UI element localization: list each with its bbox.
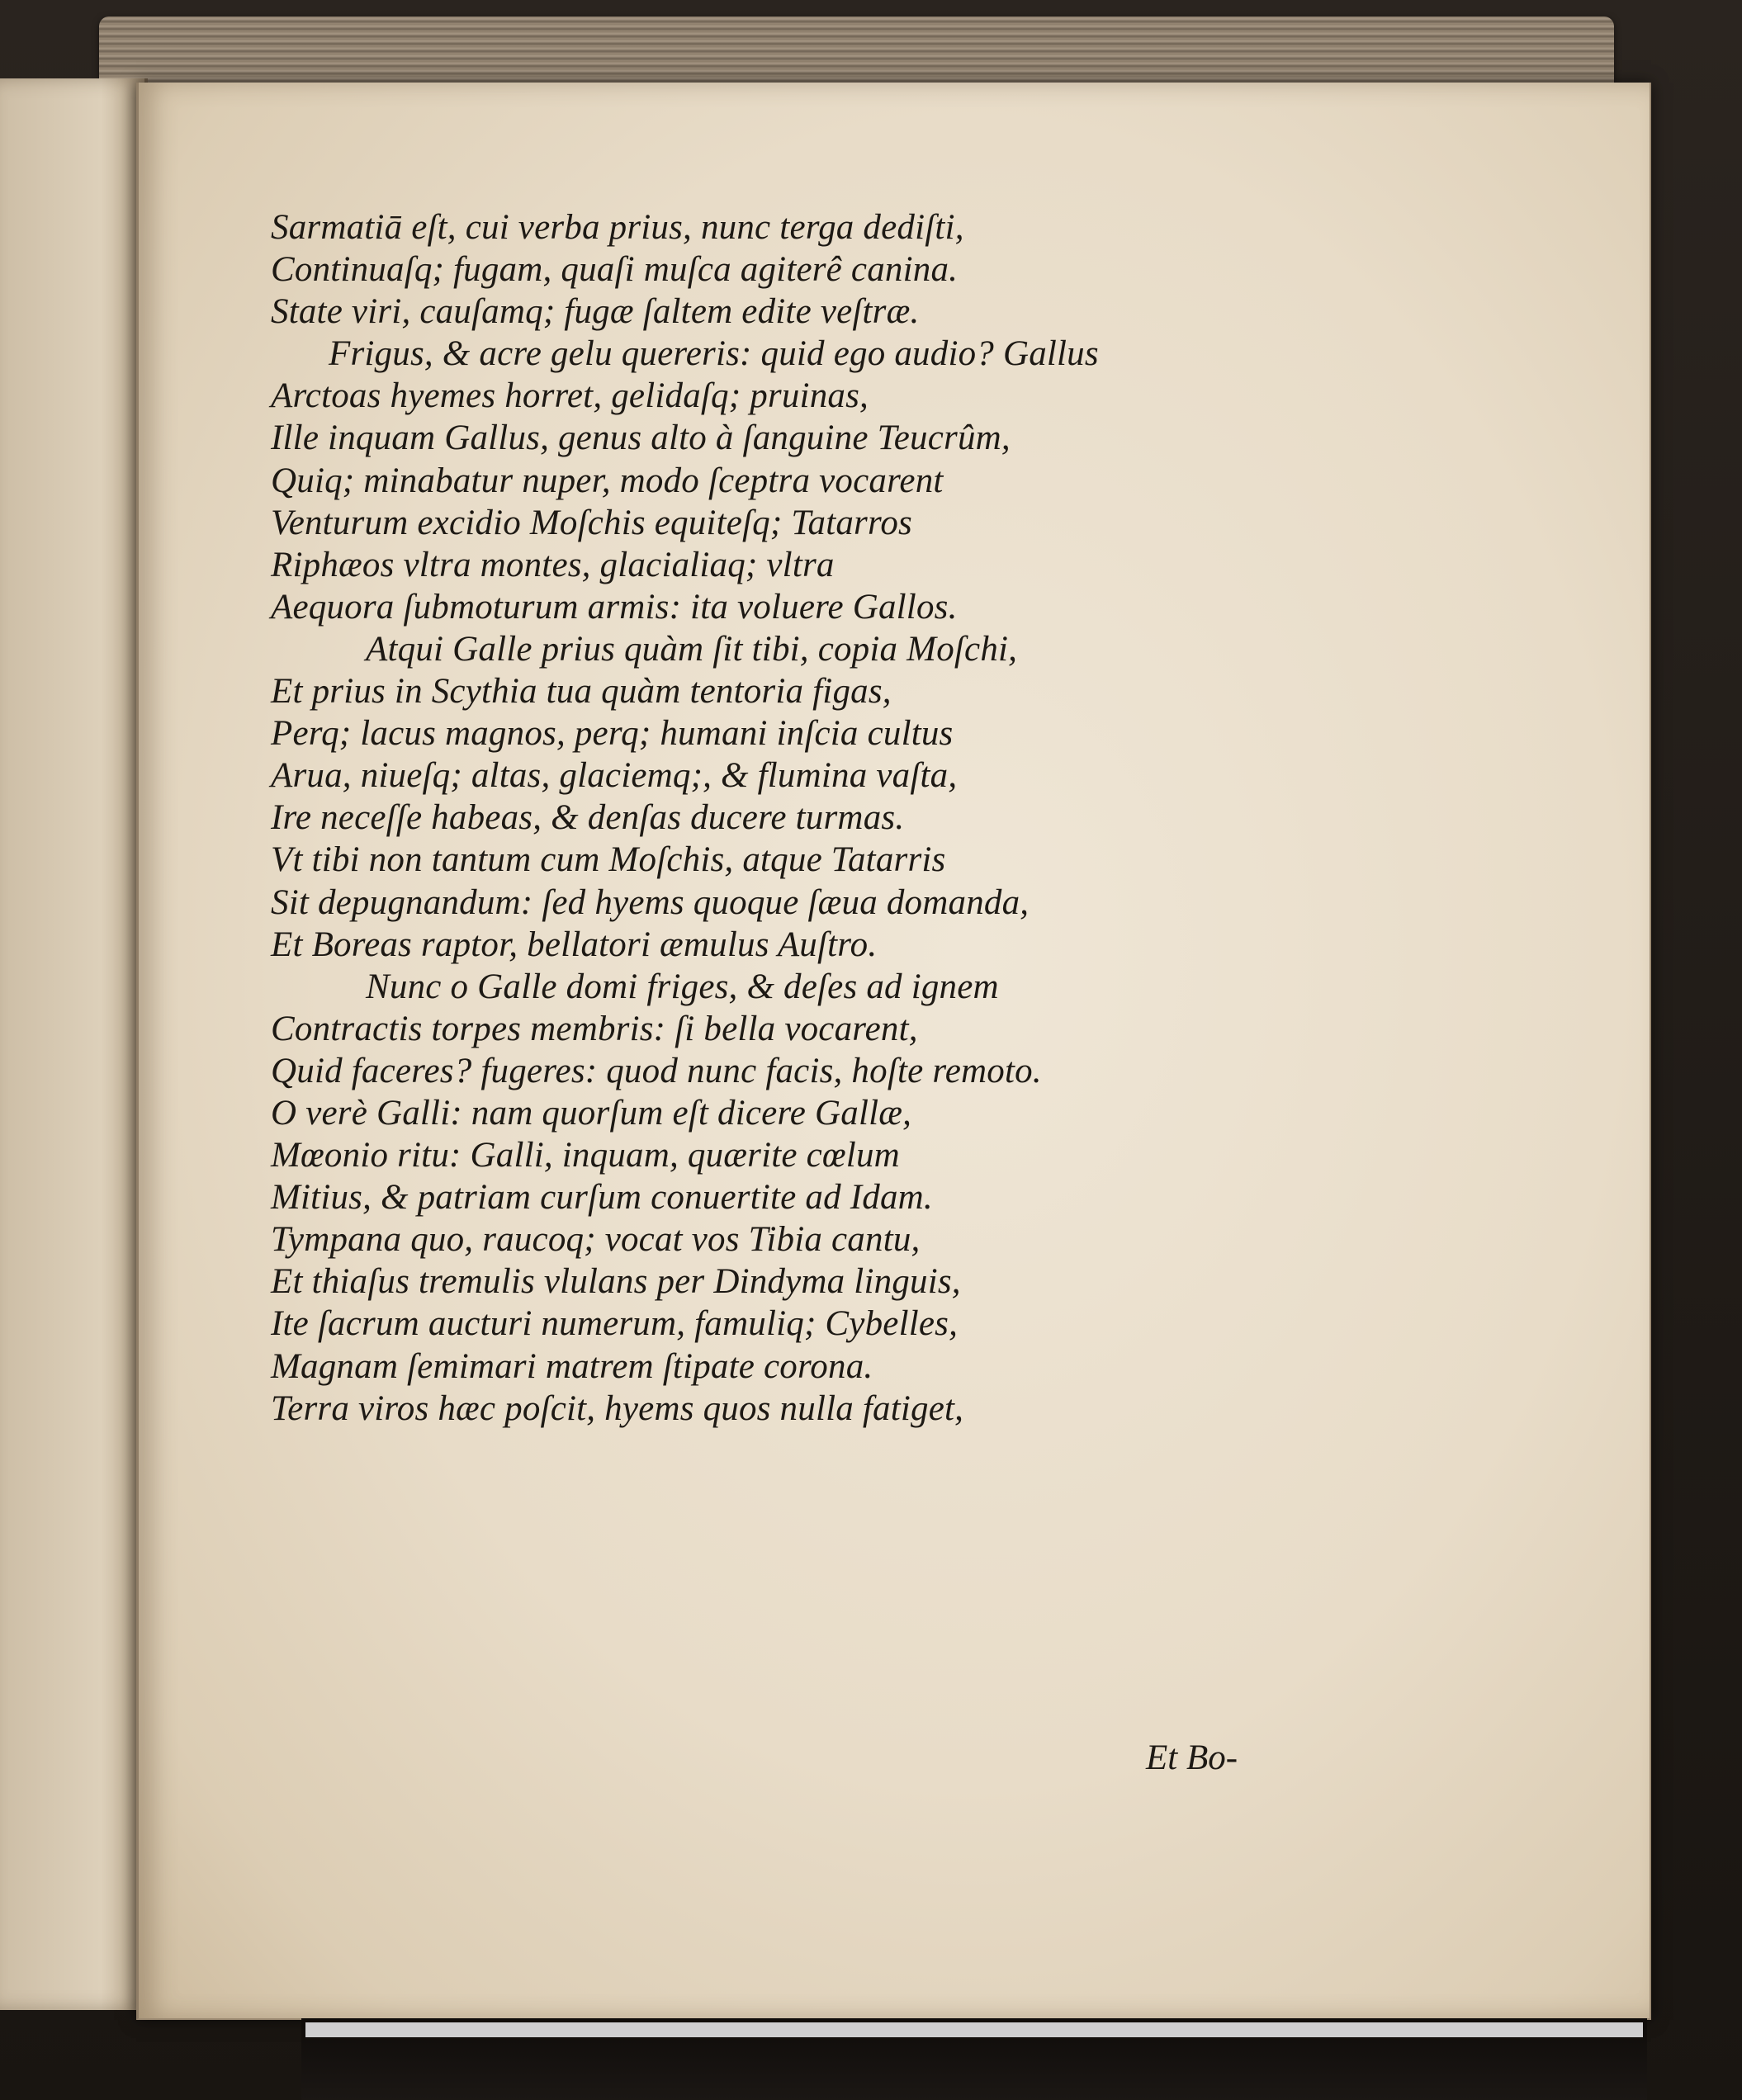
verse-line: Quiq; minabatur nuper, modo ſceptra vocarent (271, 461, 944, 500)
verse-line: Perq; lacus magnos, perq; humani inſcia cultus (271, 714, 954, 754)
verse-line: Contractis torpes membris: ſi bella vocarent, (271, 1009, 918, 1048)
verse-line: Sit depugnandum: ſed hyems quoque ſæua domanda, (271, 882, 1030, 922)
page-bottom-edge (305, 2022, 1643, 2037)
verse-text-block (271, 206, 1394, 1430)
printed-page (136, 83, 1651, 2020)
verse-line: Venturum excidio Moſchis equiteſq; Tatarros (271, 503, 912, 542)
verse-line: Continuaſq; fugam, quaſi muſca agiterê canina. (271, 250, 959, 290)
catchword: Et Bo- (1146, 1738, 1238, 1777)
verse-line: Frigus, & acre gelu quereris: quid ego audio? Gallus (329, 334, 1099, 374)
verse-line: Et prius in Scythia tua quàm tentoria figas, (271, 672, 892, 712)
verse-line: Tympana quo, raucoq; vocat vos Tibia cantu, (271, 1220, 921, 1260)
verse-line: Magnam ſemimari matrem ſtipate corona. (271, 1346, 873, 1386)
verse-line: Riphæos vltra montes, glacialiaq; vltra (271, 545, 835, 584)
verse-line: Mitius, & patriam curſum conuertite ad Idam. (271, 1178, 933, 1218)
verse-line: Vt tibi non tantum cum Moſchis, atque Tatarris (271, 840, 946, 880)
verse-line: Arctoas hyemes horret, gelidaſq; pruinas, (271, 376, 869, 416)
verse-line: State viri, cauſamq; fugæ ſaltem edite veſtræ. (271, 292, 920, 332)
book-top-edge (99, 17, 1614, 88)
verse-line: Et thiaſus tremulis vlulans per Dindyma linguis, (271, 1262, 961, 1302)
verse-line: O verè Galli: nam quorſum eſt dicere Gallæ, (271, 1093, 912, 1133)
facing-page-edge (0, 78, 148, 2010)
verse-line: Arua, niueſq; altas, glaciemq;, & flumina vaſta, (271, 756, 958, 796)
verse-line: Ite ſacrum aucturi numerum, famuliq; Cybelles, (271, 1304, 959, 1344)
verse-line: Ire neceſſe habeas, & denſas ducere turmas. (271, 798, 905, 838)
verse-line: Quid faceres? fugeres: quod nunc facis, hoſte remoto. (271, 1051, 1042, 1090)
verse-line: Terra viros hæc poſcit, hyems quos nulla fatiget, (271, 1388, 964, 1428)
verse-line: Mœonio ritu: Galli, inquam, quærite cœlum (271, 1136, 900, 1175)
verse-line: Ille inquam Gallus, genus alto à ſanguine Teucrûm, (271, 419, 1011, 458)
verse-line: Atqui Galle prius quàm ſit tibi, copia Moſchi, (366, 629, 1018, 669)
verse-line: Et Boreas raptor, bellatori æmulus Auſtro. (271, 925, 878, 964)
verse-line: Nunc o Galle domi friges, & deſes ad ignem (366, 967, 999, 1006)
verse-line: Sarmatiā eſt, cui verba prius, nunc terga dediſti, (271, 208, 964, 247)
verse-line: Aequora ſubmoturum armis: ita voluere Gallos. (271, 587, 958, 627)
